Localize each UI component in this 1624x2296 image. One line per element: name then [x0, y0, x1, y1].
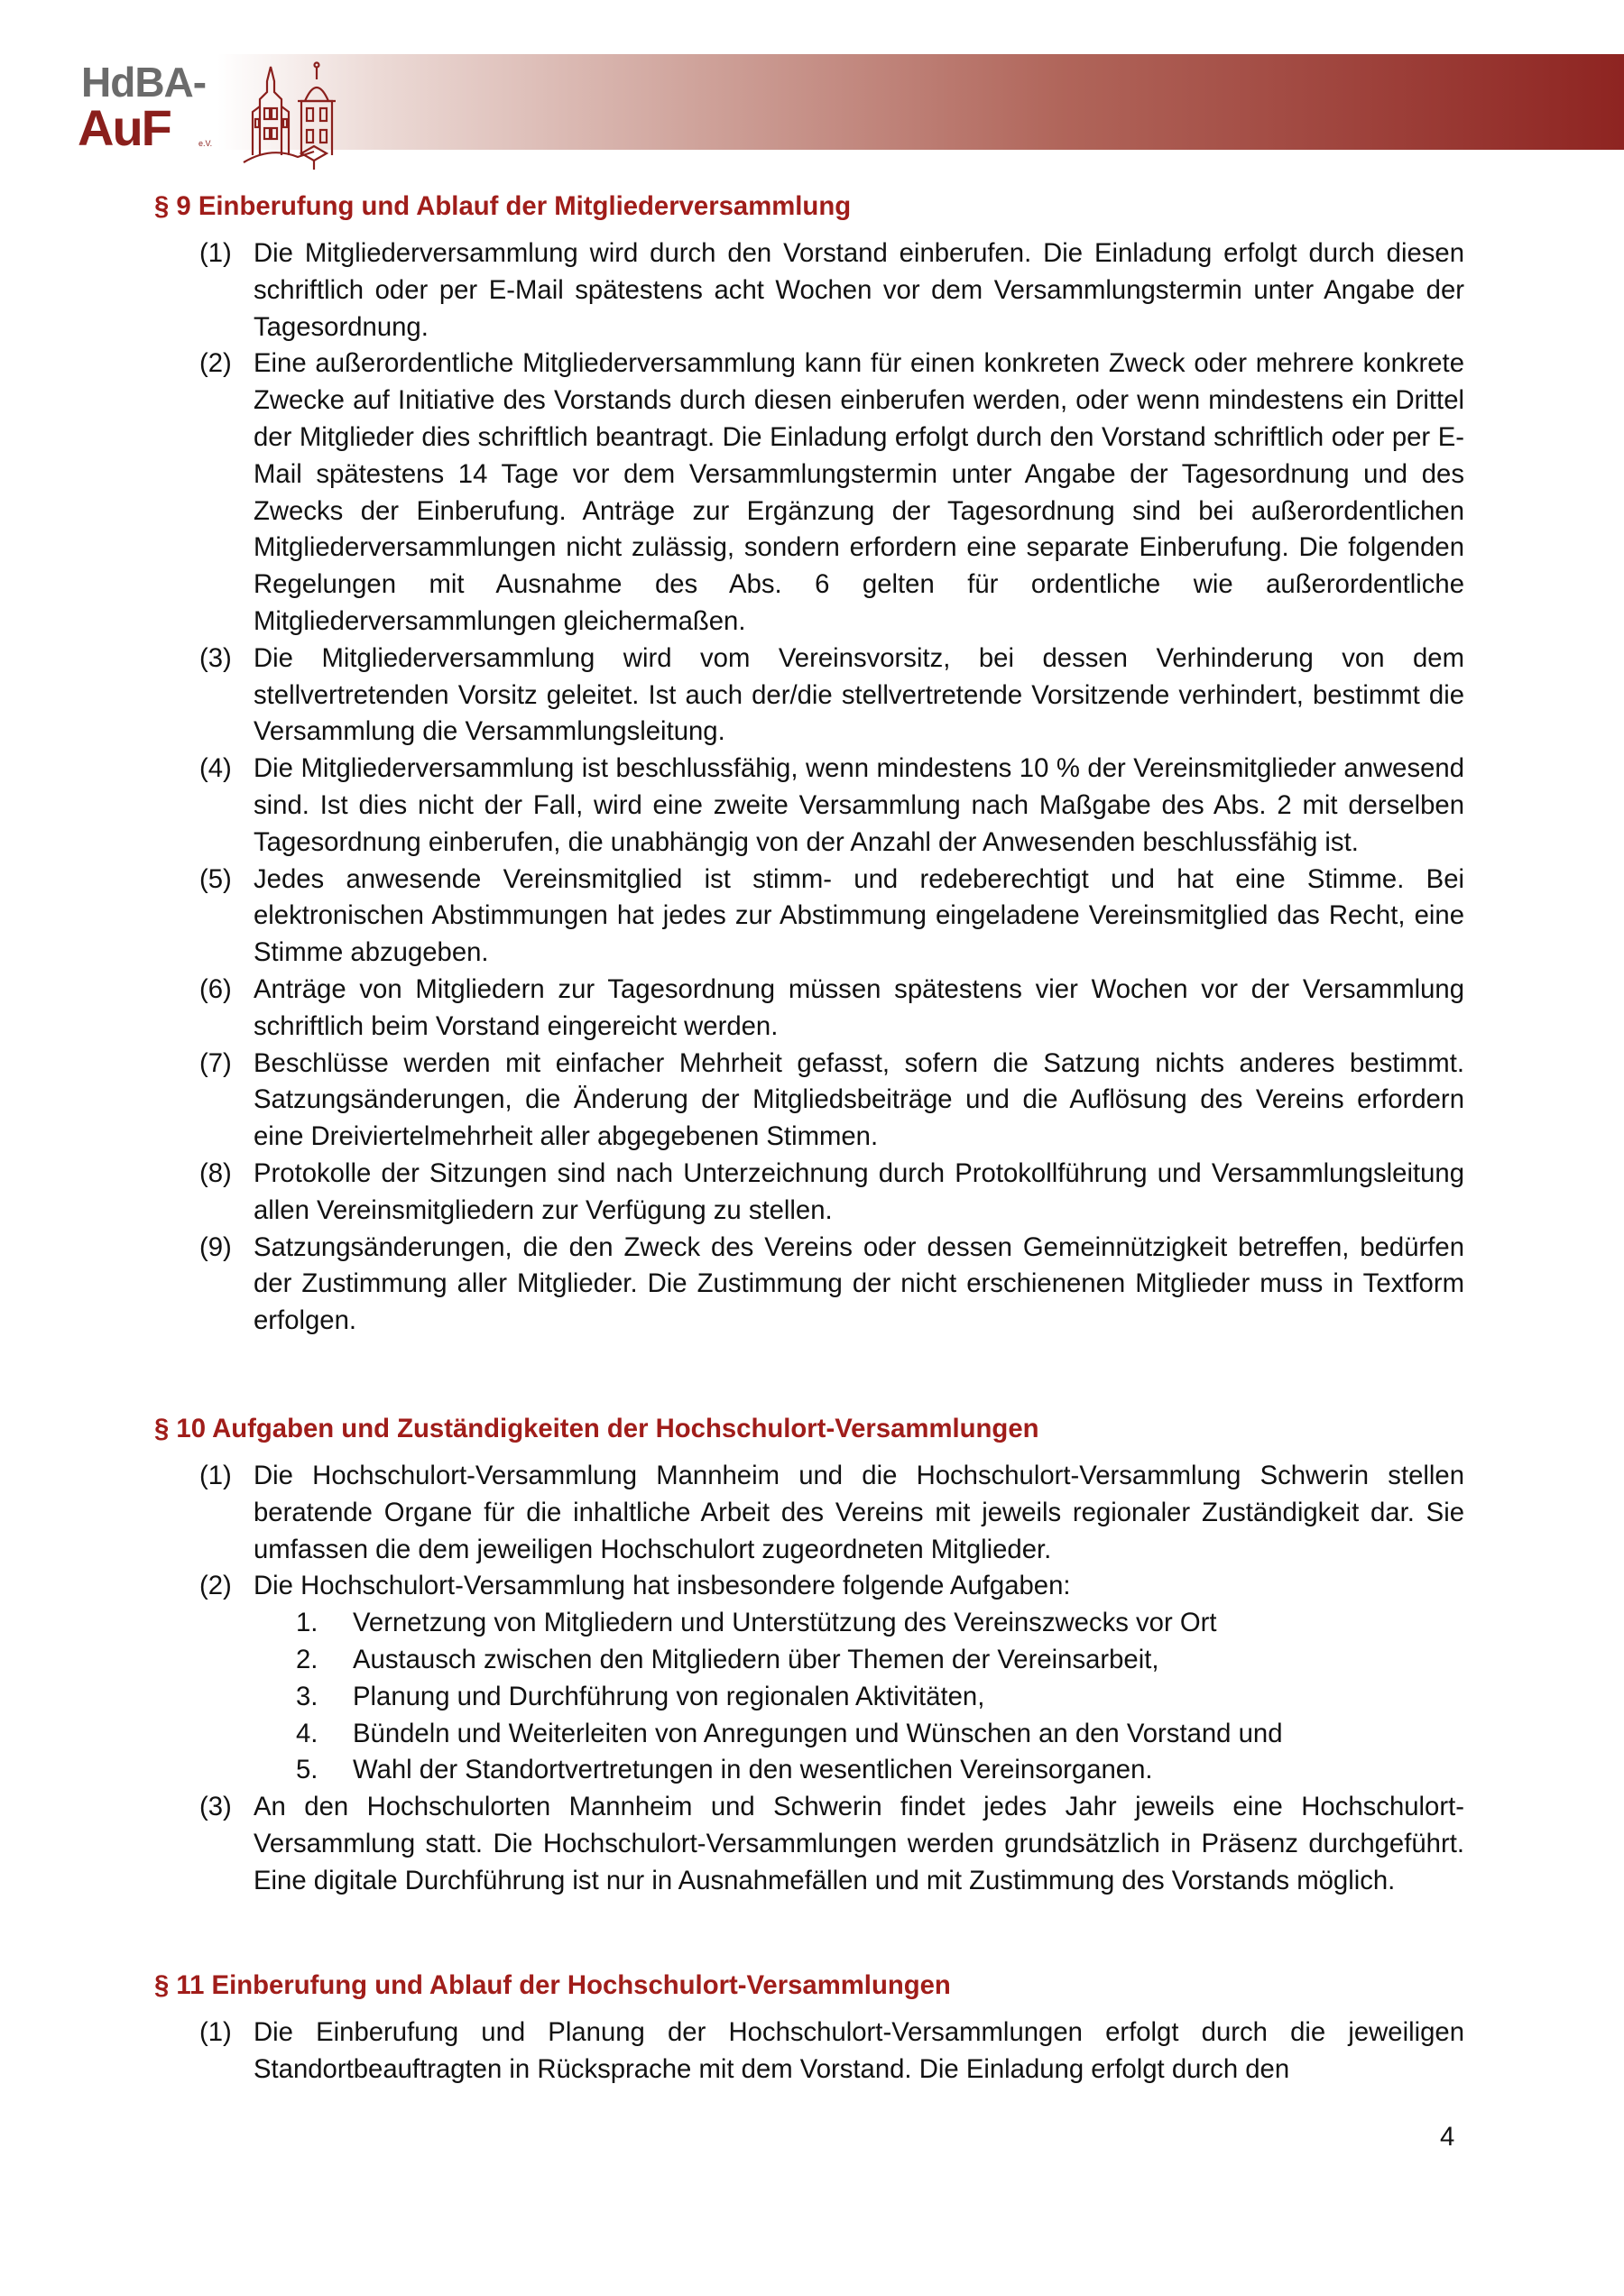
item-number: (4) [199, 753, 232, 784]
sublist-item [254, 1642, 1464, 1679]
item-number: (5) [199, 863, 232, 894]
item-number: (8) [199, 1157, 232, 1188]
item-number: (2) [199, 1571, 232, 1601]
section-9-list [154, 235, 1464, 1340]
item-number: (6) [199, 973, 232, 1004]
list-item [154, 862, 1464, 972]
item-text: Satzungsänderungen, die den Zweck des Vereins oder dessen Gemeinnützigkeit betreffen, bedürfen der Zustimmung aller Mitglieder. Die Zustimmung der nicht erschienenen Mitglieder muss in Textform erfolgen. [254, 1231, 1464, 1336]
list-item [154, 751, 1464, 861]
item-text: Die Hochschulort-Versammlung hat insbesondere folgende Aufgaben: [254, 1571, 1071, 1601]
list-item [154, 1789, 1464, 1899]
item-text: Anträge von Mitgliedern zur Tagesordnung müssen spätestens vier Wochen vor der Versammlung schriftlich beim Vorstand eingereicht werden. [254, 973, 1464, 1041]
item-number: (1) [199, 238, 232, 268]
list-item [154, 1156, 1464, 1230]
item-text: An den Hochschulorten Mannheim und Schwerin findet jedes Jahr jeweils eine Hochschulort-Versammlung statt. Die Hochschulort-Versammlungen werden grundsätzlich in Präsenz durchgeführt. Eine digitale Durchführung ist nur in Ausnahmefällen und mit Zustimmung des Vorstands möglich. [254, 1792, 1464, 1895]
section-10-list [154, 1458, 1464, 1900]
item-text: Die Hochschulort-Versammlung Mannheim und die Hochschulort-Versammlung Schwerin stellen beratende Organe für die inhaltliche Arbeit des Vereins mit jeweils regionaler Zuständigkeit dar. Sie umfassen die dem jeweiligen Hochschulort zugeordneten Mitglieder. [254, 1461, 1464, 1564]
section-11 [154, 1967, 1464, 2089]
sublist-item [254, 1716, 1464, 1753]
subitem-text: Austausch zwischen den Mitgliedern über Themen der Vereinsarbeit, [353, 1644, 1159, 1674]
subitem-text: Bündeln und Weiterleiten von Anregungen und Wünschen an den Vorstand und [353, 1718, 1283, 1748]
section-11-list [154, 2015, 1464, 2089]
section-10 [154, 1410, 1464, 1900]
logo [74, 54, 309, 171]
item-text: Die Einberufung und Planung der Hochschulort-Versammlungen erfolgt durch die jeweiligen Standortbeauftragten in Rücksprache mit dem Vorstand. Die Einladung erfolgt durch den [254, 2017, 1464, 2084]
subitem-number: 2. [296, 1644, 318, 1674]
subitem-text: Wahl der Standortvertretungen in den wesentlichen Vereinsorganen. [353, 1755, 1153, 1785]
section-heading: § 11 Einberufung und Ablauf der Hochschulort-Versammlungen [154, 1970, 951, 2000]
logo-text-auf: AuF [78, 99, 171, 156]
list-item [154, 1046, 1464, 1156]
building-logo-icon [208, 56, 361, 173]
list-item [154, 235, 1464, 346]
item-text: Jedes anwesende Vereinsmitglied ist stimm- und redeberechtigt und hat eine Stimme. Bei elektronischen Abstimmungen hat jedes zur Abstimmung eingeladene Vereinsmitglied das Recht, eine Stimme abzugeben. [254, 863, 1464, 968]
sublist-item [254, 1605, 1464, 1642]
item-number: (3) [199, 642, 232, 673]
subitem-text: Planung und Durchführung von regionalen Aktivitäten, [353, 1681, 985, 1711]
tasks-sublist [254, 1605, 1464, 1789]
page-number: 4 [1440, 2122, 1455, 2152]
sublist-item [254, 1752, 1464, 1789]
list-item [154, 641, 1464, 751]
list-item [154, 1568, 1464, 1789]
subitem-number: 3. [296, 1681, 318, 1711]
section-heading: § 9 Einberufung und Ablauf der Mitgliederversammlung [154, 191, 852, 221]
section-9 [154, 188, 1464, 1340]
item-text: Die Mitgliederversammlung ist beschlussfähig, wenn mindestens 10 % der Vereinsmitglieder anwesend sind. Ist dies nicht der Fall, wird eine zweite Versammlung nach Maßgabe des Abs. 2 mit derselben Tagesordnung einberufen, die unabhängig von der Anzahl der Anwesenden beschlussfähig ist. [254, 753, 1464, 857]
list-item [154, 2015, 1464, 2089]
subitem-number: 1. [296, 1608, 318, 1638]
section-heading: § 10 Aufgaben und Zuständigkeiten der Hochschulort-Versammlungen [154, 1414, 1039, 1443]
list-item [154, 972, 1464, 1046]
item-number: (7) [199, 1047, 232, 1078]
sublist-item [254, 1679, 1464, 1716]
subitem-number: 4. [296, 1718, 318, 1748]
item-text: Eine außerordentliche Mitgliederversammlung kann für einen konkreten Zweck oder mehrere konkrete Zwecke auf Initiative des Vorstands durch diesen einberufen werden, oder wenn mindestens ein Drittel der Mitglieder dies schriftlich beantragt. Die Einladung erfolgt durch den Vorstand schriftlich oder per E-Mail spätestens 14 Tage vor dem Versammlungstermin unter Angabe der Tagesordnung und des Zwecks der Einberufung. Anträge zur Ergänzung der Tagesordnung sind bei außerordentlichen Mitgliederversammlungen nicht zulässig, sondern erfordern eine separate Einberufung. Die folgenden Regelungen mit Ausnahme des Abs. 6 gelten für ordentliche wie außerordentliche Mitgliederversammlungen gleichermaßen. [254, 348, 1464, 636]
list-item [154, 1458, 1464, 1568]
item-number: (3) [199, 1792, 232, 1822]
item-text: Beschlüsse werden mit einfacher Mehrheit gefasst, sofern die Satzung nichts anderes bestimmt. Satzungsänderungen, die Änderung der Mitgliedsbeiträge und die Auflösung des Vereins erfordern eine Dreiviertelmehrheit aller abgegebenen Stimmen. [254, 1047, 1464, 1152]
item-text: Die Mitgliederversammlung wird vom Vereinsvorsitz, bei dessen Verhinderung von dem stellvertretenden Vorsitz geleitet. Ist auch der/die stellvertretende Vorsitzende verhindert, bestimmt die Versammlung die Versammlungsleitung. [254, 642, 1464, 747]
item-text: Protokolle der Sitzungen sind nach Unterzeichnung durch Protokollführung und Versammlungsleitung allen Vereinsmitgliedern zur Verfügung zu stellen. [254, 1157, 1464, 1225]
list-item [154, 1230, 1464, 1340]
logo-text-hdba: HdBA- [81, 59, 207, 106]
item-text: Die Mitgliederversammlung wird durch den Vorstand einberufen. Die Einladung erfolgt durch diesen schriftlich oder per E-Mail spätestens acht Wochen vor dem Versammlungstermin unter Angabe der Tagesordnung. [254, 238, 1464, 342]
list-item [154, 346, 1464, 640]
subitem-text: Vernetzung von Mitgliedern und Unterstützung des Vereinszwecks vor Ort [353, 1608, 1217, 1638]
item-number: (1) [199, 1461, 232, 1490]
logo-text-ev: e.V. [198, 139, 213, 148]
item-number: (1) [199, 2017, 232, 2047]
subitem-number: 5. [296, 1755, 318, 1785]
item-number: (9) [199, 1231, 232, 1262]
item-number: (2) [199, 348, 232, 379]
